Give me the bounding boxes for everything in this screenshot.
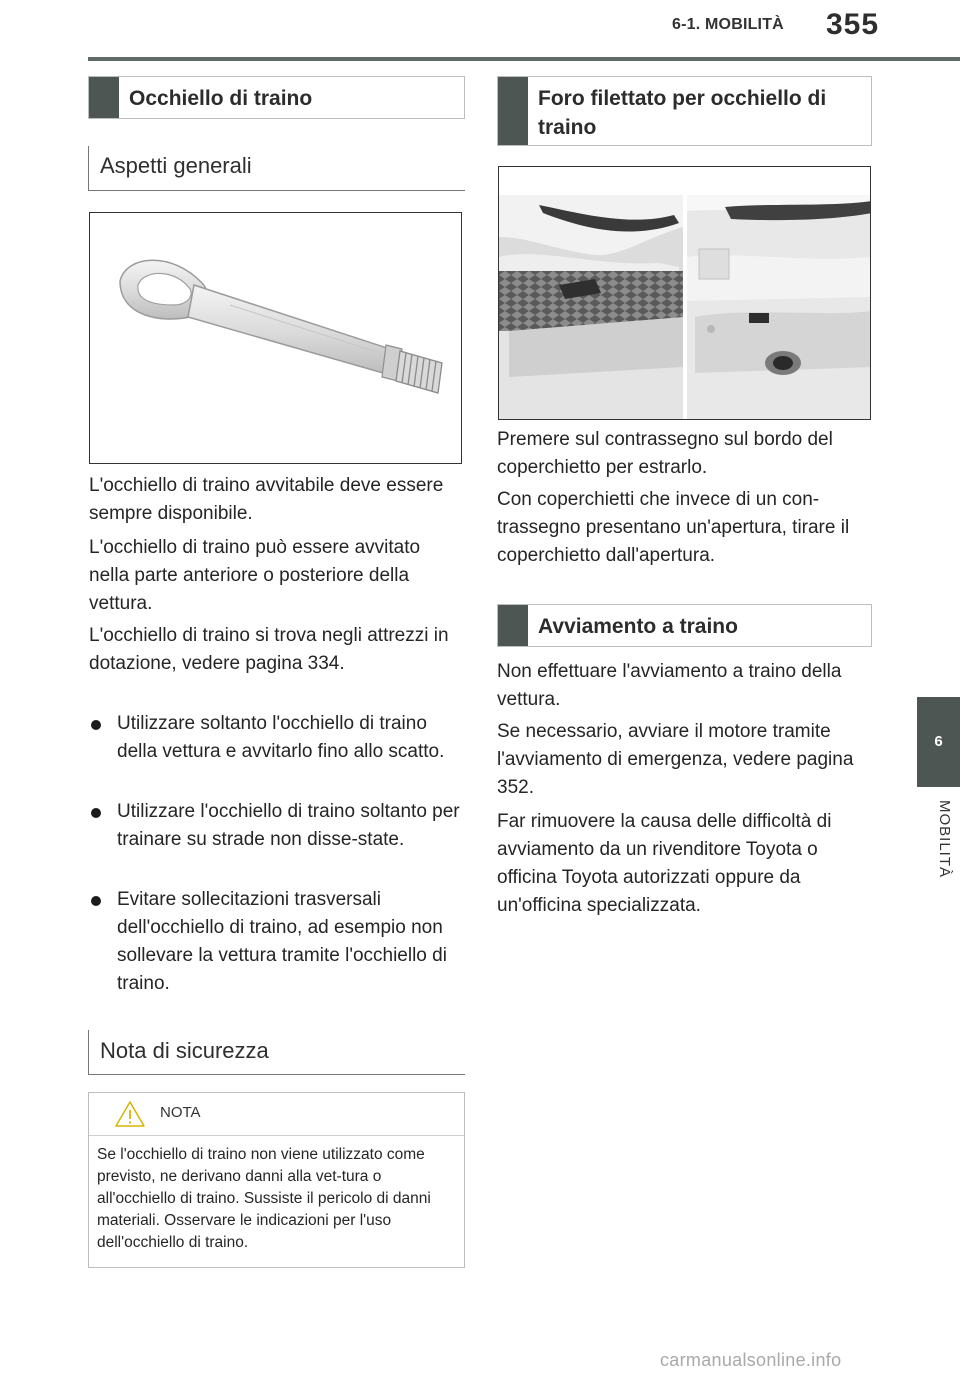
header-rule: [88, 57, 960, 61]
list-item-text: Evitare sollecitazioni trasversali dell'occhiello di traino, ad esempio non sollevare la vettura tramite l'occhiello di traino.: [117, 889, 447, 994]
list-item: [89, 798, 465, 854]
section-box-threaded-hole: [497, 76, 872, 146]
chapter-tab[interactable]: 6: [917, 697, 960, 787]
chapter-label: MOBILITÀ: [936, 800, 953, 879]
tow-eye-figure: [89, 212, 462, 464]
paragraph: Se necessario, avviare il motore tramite l'avviamento di emergenza, vedere pagina 352.: [497, 721, 854, 798]
list-item-text: Utilizzare soltanto l'occhiello di traino della vettura e avvitarlo fino allo scatto.: [117, 713, 445, 762]
bullet-icon: [91, 720, 101, 730]
section-box-tow-eye: [88, 76, 465, 119]
bumper-photos: [499, 167, 871, 420]
bullet-icon: [91, 808, 101, 818]
bullet-icon: [91, 896, 101, 906]
list-item-text: Utilizzare l'occhiello di traino soltanto per trainare su strade non disse-state.: [117, 801, 460, 850]
paragraph: L'occhiello di traino si trova negli attrezzi in dotazione, vedere pagina 334.: [89, 625, 449, 674]
note-header: [89, 1093, 464, 1136]
list-item: [89, 710, 465, 766]
note-box: [88, 1092, 465, 1268]
section-bar: [498, 77, 528, 145]
subhead-marker: [88, 146, 89, 191]
section-bar: [89, 77, 119, 118]
paragraph: Con coperchietti che invece di un con-trassegno presentano un'apertura, tirare il coperchietto dall'apertura.: [497, 489, 850, 566]
subhead-rule: [88, 1074, 465, 1075]
list-item: [89, 886, 465, 998]
tow-eye-illustration: [90, 213, 462, 464]
subhead-safety: Nota di sicurezza: [100, 1038, 269, 1063]
bumper-figure: [498, 166, 871, 420]
subhead-general: Aspetti generali: [100, 153, 252, 178]
note-text: Se l'occhiello di traino non viene utilizzato come previsto, ne derivano danni alla vet-tura o all'occhiello di traino. Sussiste il pericolo di danni materiali. Osservare le indicazioni per l'uso dell'occhiello di traino.: [97, 1146, 431, 1251]
subhead-marker: [88, 1030, 89, 1075]
watermark: carmanualsonline.info: [660, 1350, 842, 1370]
paragraph: Premere sul contrassegno sul bordo del coperchietto per estrarlo.: [497, 429, 833, 478]
section-heading: Occhiello di traino: [129, 87, 313, 110]
paragraph: Non effettuare l'avviamento a traino della vettura.: [497, 661, 842, 710]
warning-triangle-icon: [113, 1099, 147, 1129]
page-number: 355: [826, 8, 880, 41]
section-title: 6-1. MOBILITÀ: [672, 16, 784, 33]
section-box-tow-start: [497, 604, 872, 647]
subhead-rule: [88, 190, 465, 191]
note-title: NOTA: [160, 1104, 201, 1121]
section-heading: Foro filettato per occhiello di traino: [538, 87, 827, 139]
paragraph: L'occhiello di traino può essere avvitato nella parte anteriore o posteriore della vettura.: [89, 537, 421, 614]
paragraph: L'occhiello di traino avvitabile deve essere sempre disponibile.: [89, 475, 444, 524]
section-heading: Avviamento a traino: [538, 615, 738, 638]
paragraph: Far rimuovere la causa delle difficoltà di avviamento da un rivenditore Toyota o officina Toyota autorizzati oppure da un'officina specializzata.: [497, 811, 832, 916]
section-bar: [498, 605, 528, 646]
